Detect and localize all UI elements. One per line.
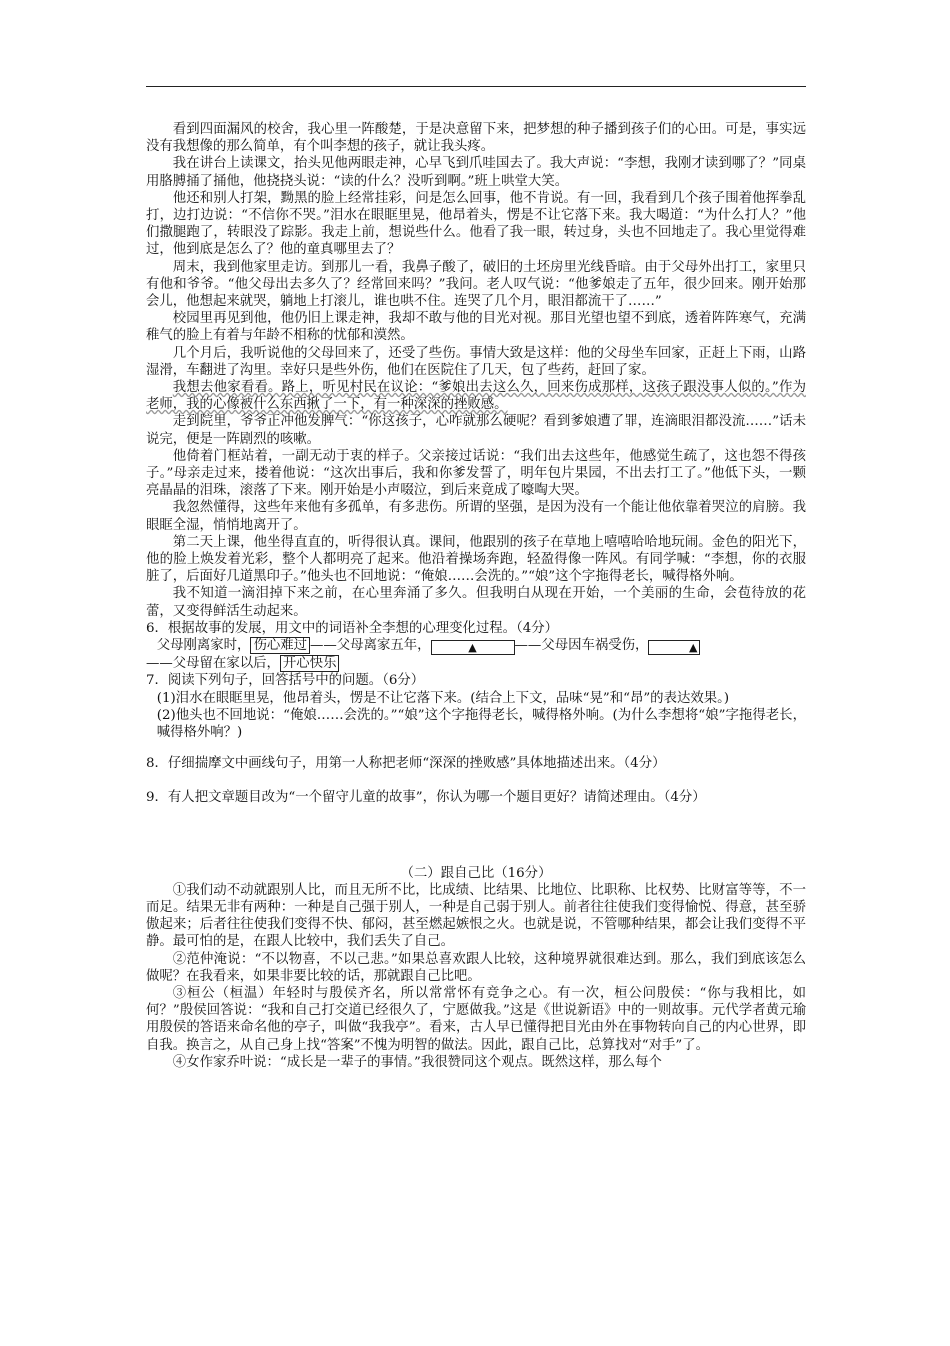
question-7-stem: 7．阅读下列句子，回答括号中的问题。（6分）	[146, 673, 425, 689]
essay-paragraph: ②范仲淹说：“不以物喜，不以己悲。”如果总喜欢跟人比较，这种境界就很难达到。那么，我们到底该怎么做呢？在我看来，如果非要比较的话，那就跟自己比吧。	[146, 951, 806, 984]
story-paragraph: 他还和别人打架，黝黑的脸上经常挂彩，问是怎么回事，他不肯说。有一回，我看到几个孩子围着他挥拳乱打，边打边说：“不信你不哭。”泪水在眼眶里晃，他昂着头，愣是不让它落下来。我大喝道：“为什么打人？”他们撒腿跑了，转眼没了踪影。我走上前，想说些什么。他看了我一眼，转过身，头也不回地走了。我心里觉得难过，他到底是怎么了？他的童真哪里去了？	[146, 190, 806, 258]
question-7-sub1: (1)泪水在眼眶里晃，他昂着头，愣是不让它落下来。(结合上下文，品味“晃”和“昂”的表达效果。)	[156, 690, 730, 706]
story-paragraph: 周末，我到他家里走访。到那儿一看，我鼻子酸了，破旧的土坯房里光线昏暗。由于父母外出打工，家里只有他和爷爷。“他父母出去多久了？经常回来吗？”我问。老人叹气说：“他爹娘走了五年，很少回来。刚开始那会儿，他想起来就哭，躺地上打滚儿，谁也哄不住。连哭了几个月，眼泪都流干了……”	[146, 259, 806, 310]
story-paragraph: 我在讲台上读课文，抬头见他两眼走神，心早飞到爪哇国去了。我大声说：“李想，我刚才读到哪了？”同桌用胳膊捅了捅他，他挠挠头说：“读的什么？没听到啊。”班上哄堂大笑。	[146, 156, 806, 189]
header-rule	[146, 86, 806, 87]
essay-heading: （二）跟自己比（16分）	[400, 865, 552, 881]
story-paragraph: 校园里再见到他，他仍旧上课走神，我却不敢与他的目光对视。那目光望也望不到底，透着阵阵寒气，充满稚气的脸上有着与年龄不相称的忧郁和漠然。	[146, 311, 806, 344]
question-9: 9．有人把文章题目改为“一个留守儿童的故事”，你认为哪一个题目更好？请简述理由。（4分）	[146, 790, 706, 806]
story-paragraph: 看到四面漏风的校舍，我心里一阵酸楚，于是决意留下来，把梦想的种子播到孩子们的心田。可是，事实远没有我想像的那么简单，有个叫李想的孩子，就让我头疼。	[146, 122, 806, 155]
question-8: 8．仔细揣摩文中画线句子，用第一人称把老师“深深的挫败感”具体地描述出来。（4分）	[146, 756, 666, 772]
story-paragraph: 我不知道一滴泪掉下来之前，在心里奔涌了多久。但我明白从现在开始，一个美丽的生命，会苞待放的花蕾，又变得鲜活生动起来。	[146, 586, 806, 619]
story-paragraph-underlined: 我想去他家看看。路上，听见村民在议论：“爹娘出去这么久，回来伤成那样，这孩子跟没事人似的。”作为老师，我的心像被什么东西揪了一下，有一种深深的挫败感。	[146, 380, 806, 413]
question-6-line2	[146, 655, 806, 672]
story-paragraph: 我忽然懂得，这些年来他有多孤单，有多悲伤。所谓的坚强，是因为没有一个能让他依靠着哭泣的肩膀。我眼眶全湿，悄悄地离开了。	[146, 500, 806, 533]
q6-text-d: ——父母留在家以后，	[146, 656, 280, 672]
q6-answer-box-1: 伤心难过	[250, 637, 310, 654]
q6-answer-box-2: 开心快乐	[280, 655, 340, 672]
question-6-line1	[146, 637, 806, 655]
q6-text-c: ——父母因车祸受伤，	[514, 638, 649, 654]
story-paragraph: 走到院里，爷爷正冲他发脾气：“你这孩子，心咋就那么硬呢？看到爹娘遭了罪，连滴眼泪都没流……”话未说完，便是一阵剧烈的咳嗽。	[146, 414, 806, 447]
question-6-stem: 6．根据故事的发展，用文中的词语补全李想的心理变化过程。（4分）	[146, 620, 559, 636]
story-paragraph: 他倚着门框站着，一副无动于衷的样子。父亲接过话说：“我们出去这些年，他感觉生疏了，这也怨不得孩子。”母亲走过来，搂着他说：“这次出事后，我和你爹发誓了，明年包片果园，不出去打工了。”他低下头，一颗亮晶晶的泪珠，滚落了下来。刚开始是小声啜泣，到后来竟成了嚎啕大哭。	[146, 448, 806, 499]
q6-blank-1[interactable]: ▲	[431, 640, 515, 655]
exam-page	[146, 121, 806, 1071]
story-paragraph: 几个月后，我听说他的父母回来了，还受了些伤。事情大致是这样：他的父母坐车回家，正赶上下雨，山路湿滑，车翻进了沟里。幸好只是些外伤，他们在医院住了几天，包了些药，赶回了家。	[146, 345, 806, 378]
essay-paragraph: ①我们动不动就跟别人比，而且无所不比，比成绩、比结果、比地位、比职称、比权势、比财富等等，不一而足。结果无非有两种：一种是自己强于别人，一种是自己弱于别人。前者往往使我们变得愉悦、得意，甚至骄傲起来；后者往往使我们变得不快、郁闷，甚至燃起嫉恨之火。也就是说，不管哪种结果，都会让我们变得不平静。最可怕的是，在跟人比较中，我们丢失了自己。	[146, 882, 806, 950]
essay-paragraph: ④女作家乔叶说：“成长是一辈子的事情。”我很赞同这个观点。既然这样，那么每个	[172, 1054, 662, 1070]
q6-blank-2[interactable]: ▲	[648, 640, 700, 655]
q6-text-a: 父母刚离家时，	[156, 638, 251, 654]
question-7-sub2: (2)他头也不回地说：“俺娘……会洗的。”“娘”这个字拖得老长，喊得格外响。(为什么李想将“娘”字拖得老长，喊得格外响？)	[156, 707, 806, 740]
essay-paragraph: ③桓公（桓温）年轻时与殷侯齐名，所以常常怀有竞争之心。有一次，桓公问殷侯：“你与我相比，如何？”殷侯回答说：“我和自己打交道已经很久了，宁愿做我。”这是《世说新语》中的一则故事。元代学者黄元瑜用殷侯的答语来命名他的亭子，叫做“我我亭”。看来，古人早已懂得把目光由外在事物转向自己的内心世界，即自我。换言之，从自己身上找“答案”不愧为明智的做法。因此，跟自己比，总算找对“对手”了。	[146, 985, 806, 1053]
story-paragraph: 第二天上课，他坐得直直的，听得很认真。课间，他跟别的孩子在草地上嘻嘻哈哈地玩闹。金色的阳光下，他的脸上焕发着光彩，整个人都明亮了起来。他沿着操场奔跑，轻盈得像一阵风。有同学喊：“李想，你的衣服脏了，后面好几道黑印子。”他头也不回地说：“俺娘……会洗的。”“娘”这个字拖得老长，喊得格外响。	[146, 534, 806, 585]
q6-text-b: ——父母离家五年，	[310, 638, 431, 654]
